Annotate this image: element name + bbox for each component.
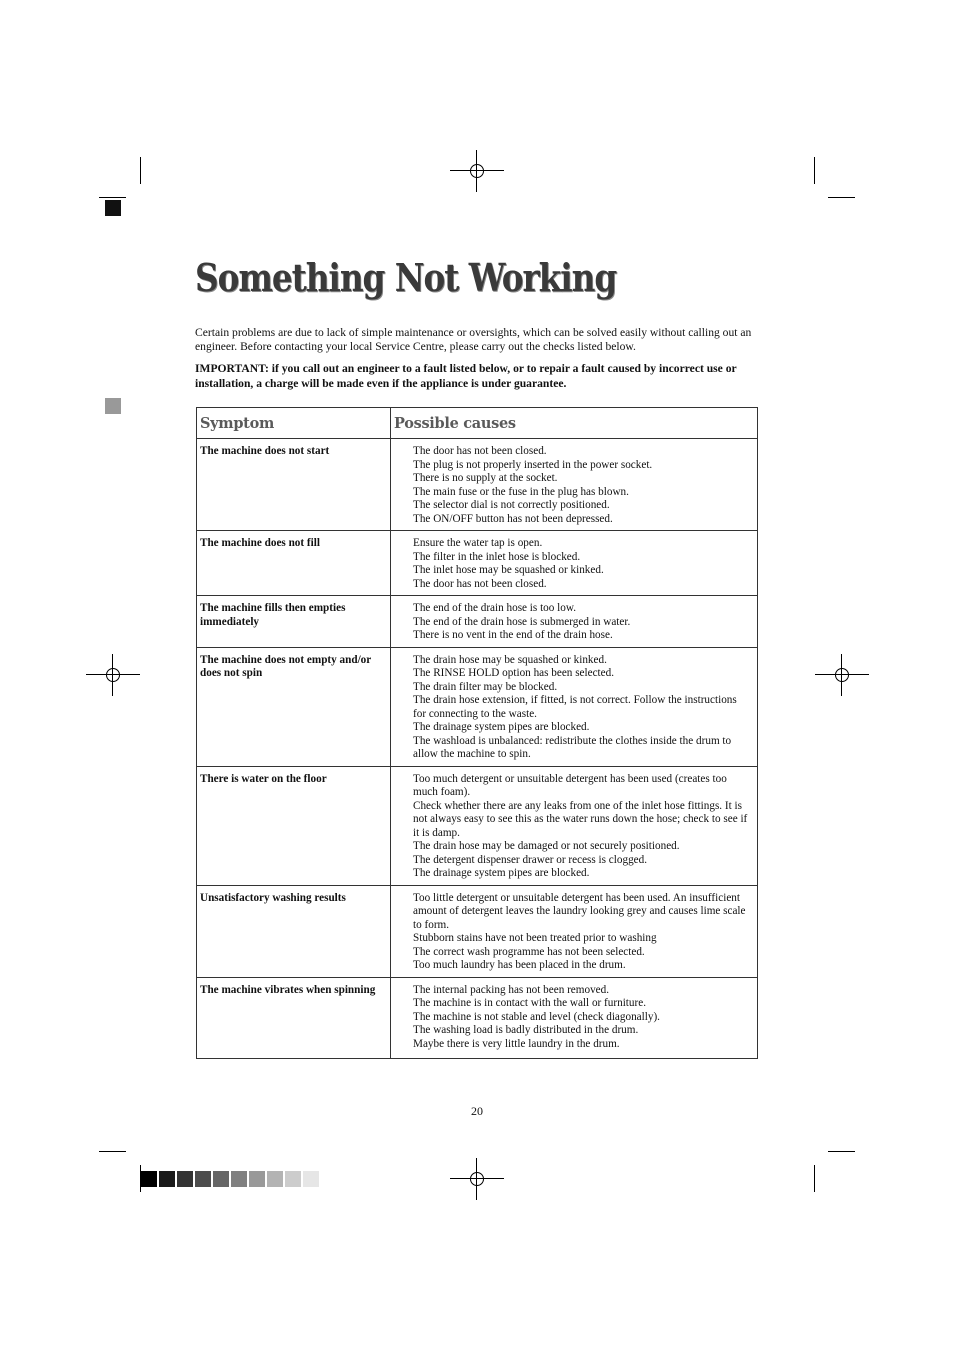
color-swatch	[213, 1171, 229, 1187]
cause-item: The drain hose may be squashed or kinked.	[413, 653, 607, 666]
cause-item: The end of the drain hose is too low.	[413, 602, 577, 614]
cause-item: The correct wash programme has not been selected.	[413, 945, 645, 958]
crop-mark	[99, 197, 126, 198]
symptom-cell: Unsatisfactory washing results	[197, 885, 391, 977]
cause-item: Check whether there are any leaks from one of the inlet hose fittings. It is not always easy to see this as the water runs down the hose; check to see if it is damp.	[413, 799, 748, 839]
cause-item: Maybe there is very little laundry in the drum.	[413, 1037, 620, 1050]
crop-mark	[828, 1151, 855, 1152]
side-marker-dark	[105, 200, 121, 216]
registration-mark-left	[86, 660, 140, 690]
registration-mark-bottom	[450, 1164, 504, 1194]
cause-item: The ON/OFF button has not been depressed.	[413, 512, 613, 525]
causes-cell	[391, 977, 758, 1058]
color-swatch	[177, 1171, 193, 1187]
table-row	[197, 531, 758, 596]
symptom-cell: There is water on the floor	[197, 766, 391, 885]
cause-item: Stubborn stains have not been treated prior to washing	[413, 932, 657, 944]
cause-item: Ensure the water tap is open.	[413, 537, 543, 549]
cause-item: The drainage system pipes are blocked.	[413, 721, 590, 733]
crop-mark	[140, 157, 141, 184]
causes-header: Possible causes	[391, 408, 758, 439]
cause-item: The door has not been closed.	[413, 445, 547, 457]
cause-item: There is no vent in the end of the drain hose.	[413, 629, 613, 641]
table-row	[197, 647, 758, 766]
registration-mark-right	[815, 660, 869, 690]
causes-cell	[391, 647, 758, 766]
cause-item: The RINSE HOLD option has been selected.	[413, 667, 615, 679]
color-swatch	[267, 1171, 283, 1187]
causes-cell	[391, 766, 758, 885]
cause-item: The door has not been closed.	[413, 577, 547, 590]
important-notice: IMPORTANT: if you call out an engineer to a fault listed below, or to repair a fault caused by incorrect use or installation, a charge will be made even if the appliance is under guarantee.	[195, 362, 737, 390]
cause-item: Too much laundry has been placed in the drum.	[413, 959, 626, 971]
table-header-row	[197, 408, 758, 439]
side-marker-grey	[105, 398, 121, 414]
cause-item: The drainage system pipes are blocked.	[413, 867, 590, 879]
symptom-cell: The machine does not empty and/or does not spin	[197, 647, 391, 766]
symptom-cell: The machine does not start	[197, 439, 391, 531]
table-row	[197, 977, 758, 1058]
registration-mark-top	[450, 156, 504, 186]
intro-paragraph: Certain problems are due to lack of simple maintenance or oversights, which can be solved easily without calling out an engineer. Before contacting your local Service Centre, please carry out the checks listed below.	[195, 326, 752, 353]
cause-item: There is no supply at the socket.	[413, 472, 558, 484]
crop-mark	[814, 157, 815, 184]
color-swatch	[141, 1171, 157, 1187]
cause-item: The machine is in contact with the wall or furniture.	[413, 997, 646, 1009]
cause-item: The internal packing has not been removed.	[413, 983, 610, 996]
cause-item: The washing load is badly distributed in the drum.	[413, 1024, 639, 1036]
cause-item: The washload is unbalanced: redistribute the clothes inside the drum to allow the machine to spin.	[413, 734, 732, 760]
cause-item: The filter in the inlet hose is blocked.	[413, 550, 581, 563]
causes-cell	[391, 885, 758, 977]
color-swatch	[231, 1171, 247, 1187]
crop-mark	[828, 197, 855, 198]
troubleshooting-table	[196, 407, 758, 1059]
cause-item: Too much detergent or unsuitable detergent has been used (creates too much foam).	[413, 772, 727, 798]
table-row	[197, 766, 758, 885]
symptom-cell: The machine vibrates when spinning	[197, 977, 391, 1058]
page-title: Something Not Working	[195, 255, 617, 300]
table-row	[197, 596, 758, 648]
cause-item: The inlet hose may be squashed or kinked.	[413, 564, 604, 576]
symptom-cell: The machine fills then empties immediately	[197, 596, 391, 648]
cause-item: The drain hose may be damaged or not securely positioned.	[413, 840, 680, 852]
crop-mark	[814, 1165, 815, 1192]
cause-item: The main fuse or the fuse in the plug has blown.	[413, 485, 629, 498]
causes-cell	[391, 439, 758, 531]
symptom-header: Symptom	[197, 408, 391, 439]
cause-item: The plug is not properly inserted in the power socket.	[413, 458, 653, 471]
color-swatch	[159, 1171, 175, 1187]
causes-cell	[391, 531, 758, 596]
cause-item: The detergent dispenser drawer or recess is clogged.	[413, 853, 648, 866]
cause-item: The drain hose extension, if fitted, is not correct. Follow the instructions for connecting to the waste.	[413, 694, 737, 720]
color-swatch	[303, 1171, 319, 1187]
color-swatch	[285, 1171, 301, 1187]
cause-item: The end of the drain hose is submerged in water.	[413, 615, 631, 628]
table-row	[197, 885, 758, 977]
symptom-cell: The machine does not fill	[197, 531, 391, 596]
cause-item: Too little detergent or unsuitable detergent has been used. An insufficient amount of detergent leaves the laundry looking grey and causes lime scale to form.	[413, 891, 746, 931]
table-row	[197, 439, 758, 531]
page-number: 20	[471, 1104, 483, 1118]
color-swatch	[249, 1171, 265, 1187]
color-swatch	[195, 1171, 211, 1187]
cause-item: The selector dial is not correctly positioned.	[413, 499, 610, 511]
causes-cell	[391, 596, 758, 648]
crop-mark	[99, 1151, 126, 1152]
cause-item: The drain filter may be blocked.	[413, 680, 558, 693]
cause-item: The machine is not stable and level (check diagonally).	[413, 1010, 660, 1023]
